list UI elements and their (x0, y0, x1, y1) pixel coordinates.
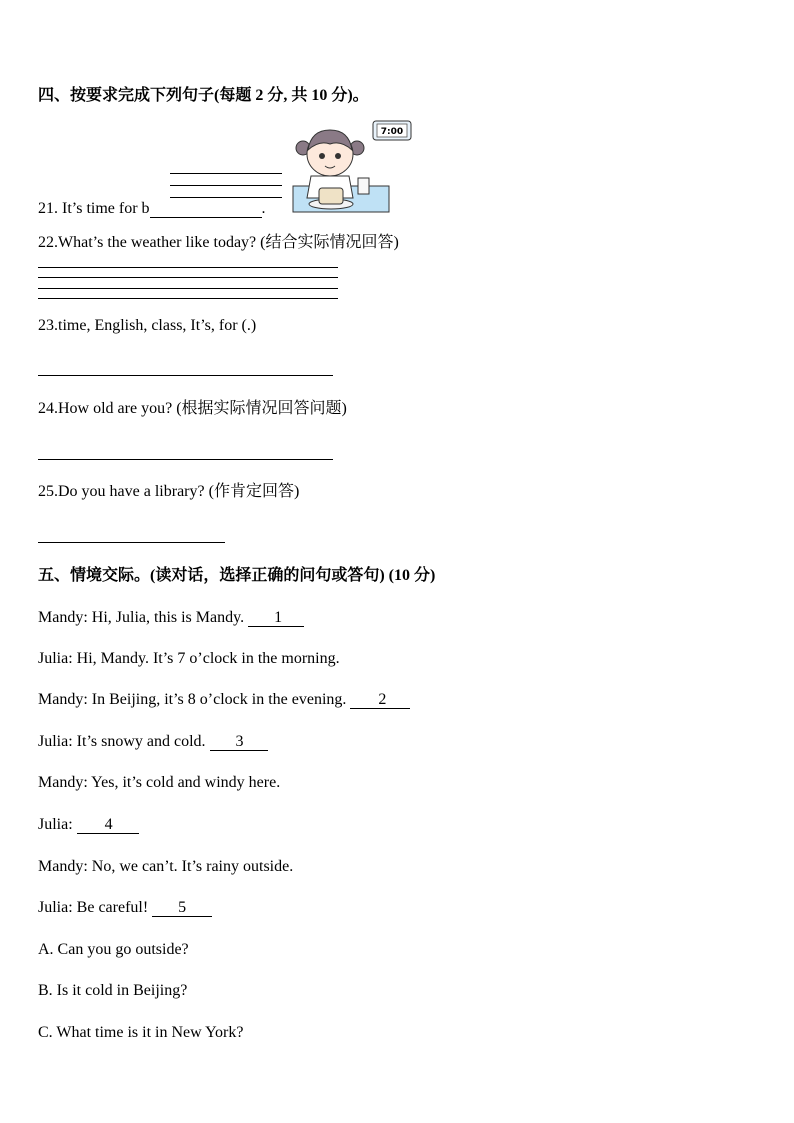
option-c: C. What time is it in New York? (38, 1024, 244, 1041)
question-22: 22.What’s the weather like today? (结合实际情况回答) (38, 234, 399, 251)
girl-breakfast-illustration (291, 118, 415, 214)
answer-line[interactable] (38, 298, 338, 299)
dialogue-line: Mandy: In Beijing, it’s 8 o’clock in the evening. 2 (38, 690, 410, 710)
clock-icon (373, 121, 411, 140)
section4-heading: 四、按要求完成下列句子(每题 2 分, 共 10 分)。 (38, 87, 369, 104)
dialogue-line: Mandy: Hi, Julia, this is Mandy. 1 (38, 608, 304, 628)
dialogue-line: Mandy: Yes, it’s cold and windy here. (38, 774, 281, 791)
answer-blank[interactable]: 2 (350, 692, 410, 709)
answer-blank[interactable]: 3 (210, 734, 268, 751)
answer-line[interactable] (38, 459, 333, 460)
dialogue-line: Mandy: No, we can’t. It’s rainy outside. (38, 858, 294, 875)
answer-line[interactable] (170, 197, 282, 198)
answer-line[interactable] (38, 267, 338, 268)
answer-blank[interactable]: 5 (152, 900, 212, 917)
answer-line[interactable] (38, 288, 338, 289)
answer-line[interactable] (170, 185, 282, 186)
question-25: 25.Do you have a library? (作肯定回答) (38, 483, 300, 500)
dialogue-line: Julia: It’s snowy and cold. 3 (38, 732, 268, 752)
answer-blank[interactable] (150, 201, 262, 218)
option-b: B. Is it cold in Beijing? (38, 982, 188, 999)
dialogue-line: Julia: Be careful! 5 (38, 898, 212, 918)
section5-heading: 五、情境交际。(读对话，选择正确的问句或答句) (10 分) (38, 567, 436, 584)
dialogue-line: Julia: Hi, Mandy. It’s 7 o’clock in the morning. (38, 650, 340, 667)
option-a: A. Can you go outside? (38, 941, 189, 958)
question-21 (38, 199, 266, 219)
question-23: 23.time, English, class, It’s, for (.) (38, 317, 257, 334)
answer-line[interactable] (38, 375, 333, 376)
question-21-end: . (261, 200, 266, 217)
answer-blank[interactable]: 4 (77, 817, 139, 834)
answer-line[interactable] (170, 173, 282, 174)
answer-line[interactable] (38, 542, 225, 543)
dialogue-line: Julia: 4 (38, 815, 139, 835)
question-24: 24.How old are you? (根据实际情况回答问题) (38, 400, 347, 417)
answer-line[interactable] (38, 277, 338, 278)
answer-blank[interactable]: 1 (248, 610, 304, 627)
svg-text:7:00: 7:00 (380, 127, 404, 137)
question-21-text: 21. It’s time for b (38, 200, 150, 217)
